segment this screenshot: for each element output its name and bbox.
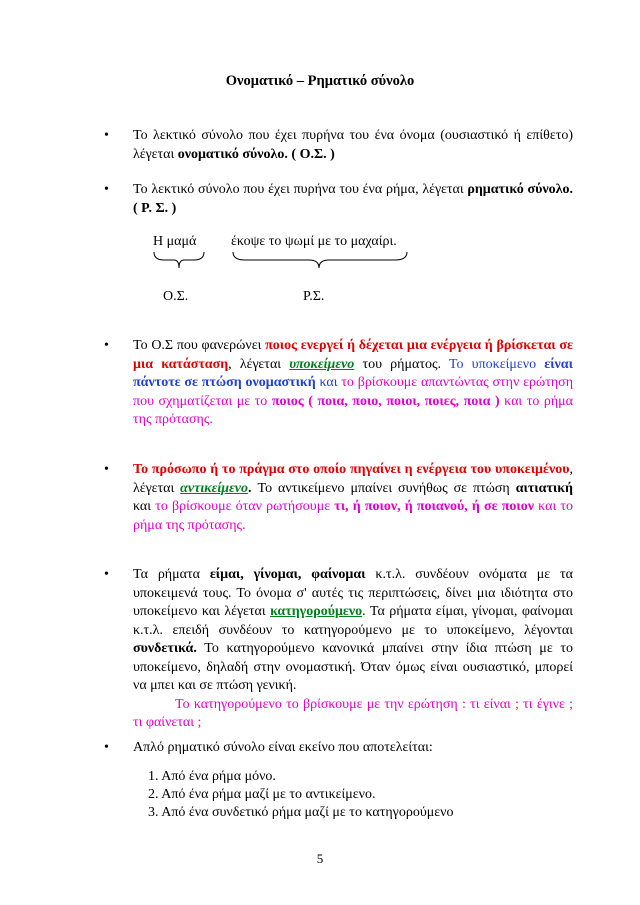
object-question-rule: το βρίσκουμε όταν ρωτήσουμε — [155, 499, 335, 514]
text: και το ρήμα της πρότασης. — [133, 393, 574, 427]
paragraph-simple-verbal-phrase — [133, 739, 573, 758]
text: και — [133, 499, 156, 514]
term-subject: υποκείμενο — [289, 356, 355, 372]
predicate-question-rule: Το κατηγορούμενο το βρίσκουμε με την ερώτηση : τι είναι ; τι έγινε ; τι φαίνεται ; — [133, 696, 573, 730]
subject-question-rule: το βρίσκουμε απαντώντας στην ερώτηση που σχηματίζεται με το — [133, 375, 574, 409]
paragraph-predicate — [133, 566, 573, 733]
linking-verbs: είμαι, γίνομαι, φαίνομαι — [209, 567, 366, 582]
term-linking: συνδετικά. — [133, 641, 197, 656]
text: , λέγεται — [228, 356, 290, 372]
bullet-marker: • — [104, 740, 109, 755]
text: Απλό ρηματικό σύνολο είναι εκείνο που αποτελείται: — [133, 740, 433, 755]
paragraph-nominal-phrase — [133, 127, 573, 164]
page-title: Ονοματικό – Ρηματικό σύνολο — [225, 73, 415, 89]
term-predicate: κατηγορούμενο — [270, 604, 363, 619]
text: Το κατηγορούμενο κανονικά μπαίνει στην ίδια πτώση με το υποκείμενο, δηλαδή στην ονομαστική. Όταν όμως είναι ουσιαστικό, μπορεί να μπει και σε πτώση γενική. — [133, 641, 573, 693]
example-predicate: έκοψε το ψωμί με το μαχαίρι. — [231, 234, 397, 249]
term-verbal-phrase: ρηματικό σύνολο. ( Ρ. Σ. ) — [133, 182, 573, 216]
object-question-words: τι, ή ποιον, ή ποιανού, ή σε ποιον — [334, 499, 535, 514]
composition-list — [148, 768, 453, 822]
subject-definition: ποιος ενεργεί ή δέχεται μια ενέργεια ή βρίσκεται σε μια κατάσταση — [133, 338, 573, 372]
example-subject: Η μαμά — [153, 234, 197, 249]
label-nominal-phrase: Ο.Σ. — [163, 289, 189, 304]
text-subject-intro: Το υποκείμενο — [448, 356, 545, 372]
text: Το λεκτικό σύνολο που έχει πυρήνα του ένα όνομα (ουσιαστικό ή επίθετο) λέγεται — [133, 128, 573, 162]
bullet-marker: • — [104, 182, 109, 197]
list-item: 3. Από ένα συνδετικό ρήμα μαζί με το κατηγορούμενο — [148, 805, 454, 820]
object-definition: Το πρόσωπο ή το πράγμα στο οποίο πηγαίνει η ενέργεια του υποκειμένου — [133, 462, 570, 477]
text: κ.τ.λ. συνδέουν ονόματα με τα υποκειμενά τους. Το όνομα σ' αυτές τις περιπτώσεις, δίνει μια ιδιότητα στο υποκείμενο και λέγεται — [133, 567, 573, 619]
paragraph-object — [133, 461, 573, 535]
page-number: 5 — [316, 851, 324, 866]
text: του ρήματος. — [354, 356, 449, 372]
brace-verbal-icon — [231, 250, 411, 270]
text: . Τα ρήματα είμαι, γίνομαι, φαίνομαι κ.τ.λ. επειδή συνδέουν το κατηγορούμενο με το υποκείμενο, λέγονται — [133, 604, 573, 638]
term-nominal-phrase: ονοματικό σύνολο. ( Ο.Σ. ) — [177, 146, 335, 162]
text: Το αντικείμενο μπαίνει συνήθως σε πτώση — [257, 480, 516, 496]
text: και το ρήμα της πρότασης. — [133, 499, 573, 533]
text: και — [315, 375, 342, 390]
text: , λέγεται — [133, 462, 573, 496]
list-item: 2. Από ένα ρήμα μαζί με το αντικείμενο. — [148, 787, 376, 802]
bullet-marker: • — [104, 338, 109, 353]
object-case: αιτιατική — [515, 480, 573, 496]
text: Το Ο.Σ που φανερώνει — [133, 338, 266, 353]
bullet-marker: • — [104, 128, 109, 143]
term-object: αντικείμενο — [180, 480, 249, 496]
text: . — [248, 480, 258, 496]
paragraph-subject — [133, 337, 573, 430]
brace-nominal-icon — [152, 250, 206, 270]
text: Τα ρήματα — [133, 567, 210, 582]
subject-case-rule: είναι πάντοτε σε πτώση ονομαστική — [133, 356, 573, 390]
bullet-marker: • — [104, 462, 109, 477]
bullet-marker: • — [104, 567, 109, 582]
paragraph-verbal-phrase — [133, 181, 573, 218]
list-item: 1. Από ένα ρήμα μόνο. — [148, 769, 276, 784]
label-verbal-phrase: Ρ.Σ. — [303, 289, 325, 304]
text: Το λεκτικό σύνολο που έχει πυρήνα του ένα ρήμα, λέγεται — [133, 182, 468, 197]
subject-question-words: ποιος ( ποια, ποιο, ποιοι, ποιες, ποια ) — [271, 393, 500, 409]
